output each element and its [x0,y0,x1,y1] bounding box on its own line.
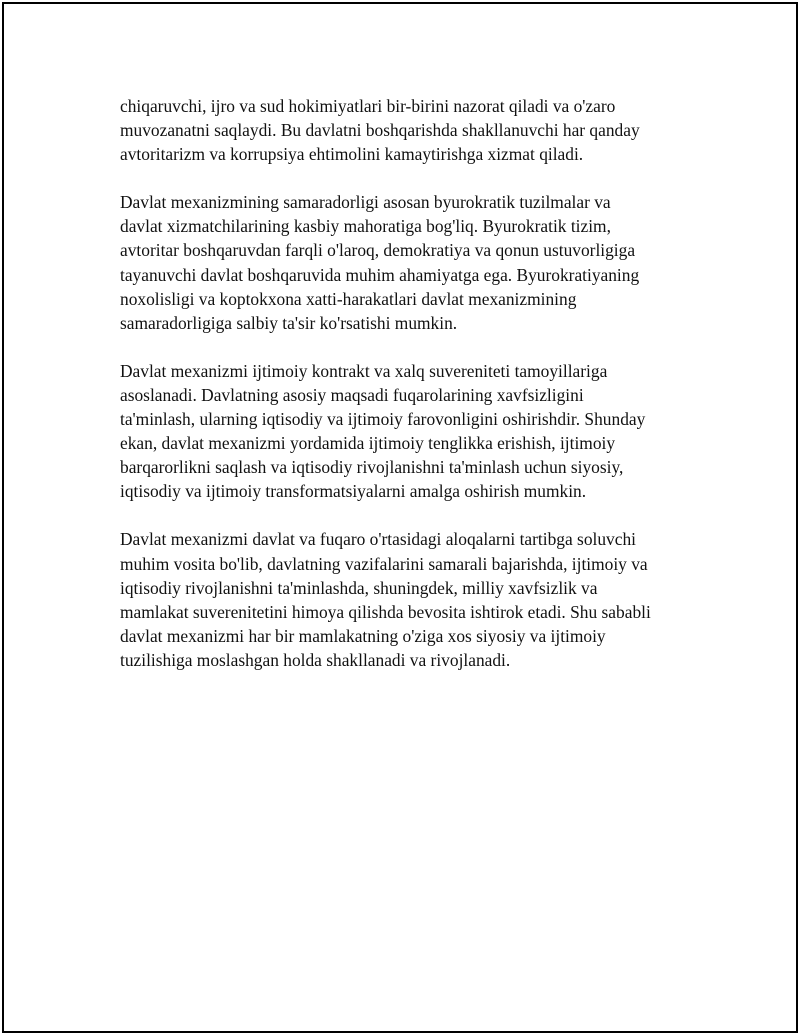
text-line: muvozanatni saqlaydi. Bu davlatni boshqarishda shakllanuvchi har qanday [120,120,640,141]
text-line: avtoritar boshqaruvdan farqli o'laroq, demokratiya va qonun ustuvorligiga [120,240,636,261]
text-line: samaradorligiga salbiy ta'sir ko'rsatishi mumkin. [120,312,458,333]
text-line: davlat mexanizmi har bir mamlakatning o'ziga xos siyosiy va ijtimoiy [120,625,606,646]
text-line: barqarorlikni saqlash va iqtisodiy rivojlanishni ta'minlash uchun siyosiy, [120,457,624,478]
text-line: tayanuvchi davlat boshqaruvida muhim ahamiyatga ega. Byurokratiyaning [120,264,640,285]
text-line: Davlat mexanizmi ijtimoiy kontrakt va xalq suvereniteti tamoyillariga [120,360,608,381]
text-line: davlat xizmatchilarining kasbiy mahoratiga bog'liq. Byurokratik tizim, [120,216,611,237]
text-line: Davlat mexanizmi davlat va fuqaro o'rtasidagi aloqalarni tartibga soluvchi [120,529,636,550]
paragraph-2 [120,190,680,335]
text-line: chiqaruvchi, ijro va sud hokimiyatlari bir-birini nazorat qiladi va o'zaro [120,96,616,116]
text-line: iqtisodiy va ijtimoiy transformatsiyalarni amalga oshirish mumkin. [120,481,587,502]
text-line: noxolisligi va koptokxona xatti-harakatlari davlat mexanizmining [120,288,577,309]
text-line: mamlakat suverenitetini himoya qilishda bevosita ishtirok etadi. Shu sababli [120,601,651,622]
document-page [2,2,798,1033]
text-line: ta'minlash, ularning iqtisodiy va ijtimoiy farovonligini oshirishdir. Shunday [120,409,646,430]
document-body [120,94,680,696]
text-line: asoslanadi. Davlatning asosiy maqsadi fuqarolarining xavfsizligini [120,384,584,405]
paragraph-1 [120,94,680,166]
text-line: tuzilishiga moslashgan holda shakllanadi va rivojlanadi. [120,649,511,670]
text-line: iqtisodiy rivojlanishni ta'minlashda, shuningdek, milliy xavfsizlik va [120,577,598,598]
text-line: muhim vosita bo'lib, davlatning vazifalarini samarali bajarishda, ijtimoiy va [120,553,648,574]
paragraph-4 [120,527,680,672]
paragraph-3 [120,359,680,504]
text-line: avtoritarizm va korrupsiya ehtimolini kamaytirishga xizmat qiladi. [120,144,584,165]
text-line: ekan, davlat mexanizmi yordamida ijtimoiy tenglikka erishish, ijtimoiy [120,433,616,454]
text-line: Davlat mexanizmining samaradorligi asosan byurokratik tuzilmalar va [120,192,611,213]
